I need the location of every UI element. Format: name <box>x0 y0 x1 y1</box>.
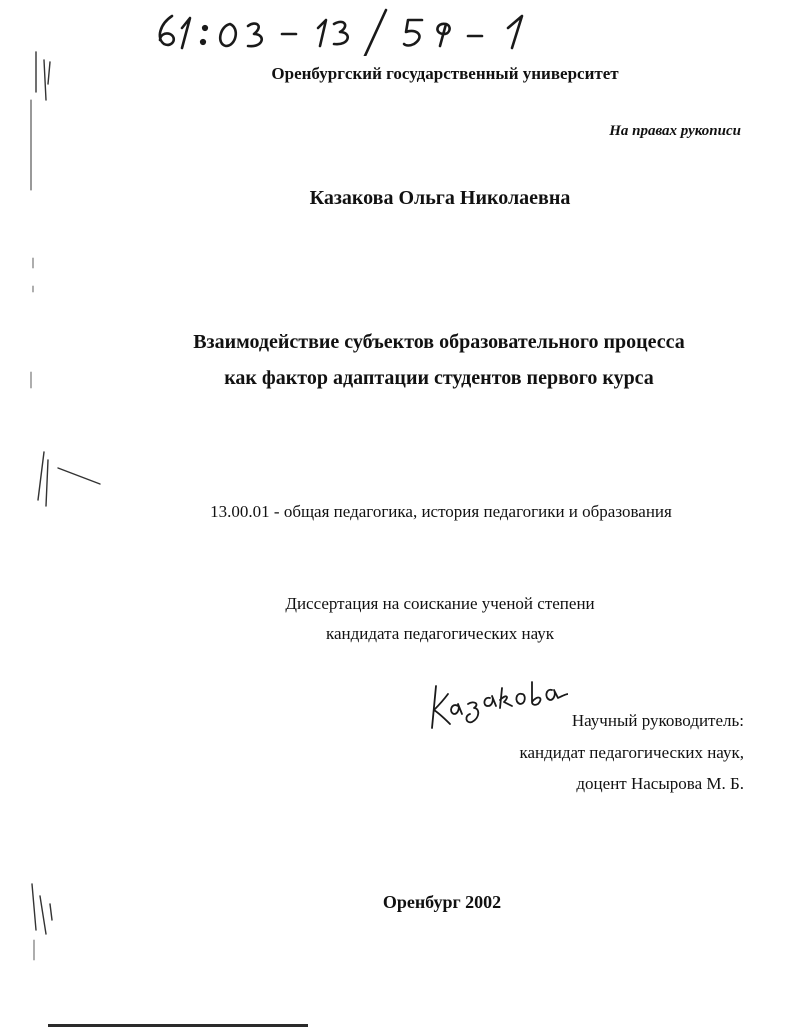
dissertation-line-2: кандидата педагогических наук <box>325 624 555 643</box>
city-year: Оренбург 2002 <box>382 892 502 912</box>
scan-margin-marks <box>0 0 110 1034</box>
bottom-edge-line <box>48 1024 308 1027</box>
manuscript-note: На правах рукописи <box>609 123 741 139</box>
supervisor-name: доцент Насырова М. Б. <box>576 774 744 793</box>
university-name: Оренбургский государственный университет <box>271 64 619 83</box>
handwritten-archive-number <box>150 6 550 56</box>
dissertation-line-1: Диссертация на соискание ученой степени <box>285 594 595 613</box>
supervisor-degree: кандидат педагогических наук, <box>519 743 744 762</box>
author-name: Казакова Ольга Николаевна <box>309 187 571 209</box>
title-line-2: как фактор адаптации студентов первого курса <box>224 367 654 389</box>
title-line-1: Взаимодействие субъектов образовательного процесса <box>193 331 685 353</box>
supervisor-label: Научный руководитель: <box>571 711 744 730</box>
specialty-code: 13.00.01 - общая педагогика, история педагогики и образования <box>210 502 672 521</box>
handwritten-signature <box>428 672 568 732</box>
